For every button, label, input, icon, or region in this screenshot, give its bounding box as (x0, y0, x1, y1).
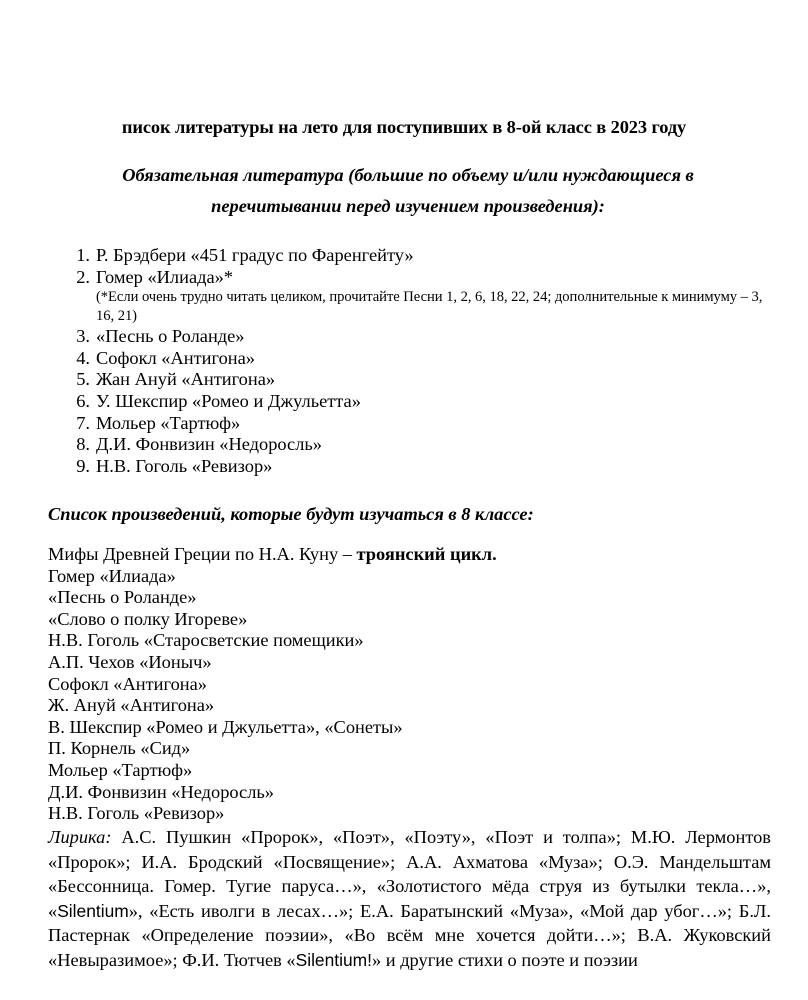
list-item-number: 4 . (72, 348, 90, 370)
myths-prefix: Мифы Древней Греции по Н.А. Куну – (48, 544, 357, 564)
list-item: «Слово о полку Игореве» (48, 608, 248, 629)
list-item-label: У. Шекспир «Ромео и Джульетта» (96, 390, 361, 411)
list-item: А.П. Чехов «Ионыч» (48, 651, 212, 672)
list-item-label: Р. Брэдбери «451 градус по Фаренгейту» (96, 245, 414, 265)
lyrics-part-1: А.С. Пушкин «Пророк», «Поэт», «Поэту», «Поэт и толпа»; М.Ю. Лермонтов «Пророк»; И.А. Бродский «Посвящение»; А.А. Ахматова «Муза»; О.Э. Мандельштам «Бессонница. Гомер. Тугие паруса…», «Золотистого мёда струя из бутылки текла…», « (48, 827, 771, 921)
list-item (60, 434, 780, 456)
list-item-label: Н.В. Гоголь «Ревизор» (96, 455, 273, 476)
list-item-number: 8 . (72, 434, 90, 456)
list-item (60, 369, 780, 391)
list-item (60, 326, 780, 348)
list-item: Мольер «Тартюф» (48, 759, 193, 780)
list-item-myths (48, 544, 778, 566)
page-title: писок литературы на лето для поступивших в 8-ой класс в 2023 году (121, 117, 687, 137)
silentium-title-mandelstam: Silentium (57, 900, 129, 921)
study-list (48, 544, 778, 825)
list-item-label: Д.И. Фонвизин «Недоросль» (96, 434, 322, 455)
list-item: «Песнь о Роланде» (48, 587, 197, 608)
myths-trojan-cycle: троянский цикл. (356, 544, 497, 564)
list-item: В. Шекспир «Ромео и Джульетта», «Сонеты» (48, 716, 403, 737)
list-item-number: 6 . (72, 391, 90, 413)
list-item: Гомер «Илиада» (48, 565, 176, 586)
required-literature-list (60, 245, 780, 477)
list-item-label: Гомер «Илиада»* (96, 266, 234, 287)
study-list-heading: Список произведений, которые будут изучаться в 8 классе: (48, 504, 534, 524)
list-item-label: Жан Ануй «Антигона» (96, 369, 276, 390)
list-item (60, 456, 780, 478)
required-literature-subheading: Обязательная литература (большие по объему и/или нуждающиеся в перечитывании перед изучением произведения): (122, 165, 694, 216)
list-item (60, 413, 780, 435)
list-item: Н.В. Гоголь «Ревизор» (48, 803, 225, 824)
list-item-number: 3 . (72, 326, 90, 348)
list-item-number: 2 . (72, 267, 90, 289)
lyrics-paragraph (48, 825, 771, 973)
list-item-number: 7 . (72, 413, 90, 435)
lyrics-part-3: » и другие стихи о поэте и поэзии (371, 949, 638, 970)
iliad-footnote: (*Если очень трудно читать целиком, прочитайте Песни 1, 2, 6, 18, 22, 24; дополнительные к минимуму – 3, 16, 21) (96, 289, 763, 325)
list-item: Ж. Ануй «Антигона» (48, 695, 215, 716)
lyrics-part-2: », «Есть иволги в лесах…»; Е.А. Баратынский «Муза», «Мой дар убог…»; Б.Л. Пастернак «Определение поэзии», «Во всём мне хочется дойти…»; В.А. Жуковский «Невыразимое»; Ф.И. Тютчев « (48, 900, 771, 970)
lyrics-label: Лирика: (48, 827, 112, 847)
list-item-label: Софокл «Антигона» (96, 347, 255, 368)
list-item (60, 348, 780, 370)
list-item (60, 245, 780, 267)
list-item-label: Мольер «Тартюф» (96, 412, 241, 433)
list-item-number: 9 . (72, 456, 90, 478)
list-item (60, 391, 780, 413)
list-item: Н.В. Гоголь «Старосветские помещики» (48, 630, 364, 651)
list-item-number: 5 . (72, 369, 90, 391)
list-item-label: «Песнь о Роланде» (96, 326, 245, 347)
list-item: Д.И. Фонвизин «Недоросль» (48, 781, 274, 802)
list-item (60, 267, 780, 289)
silentium-title-tyutchev: Silentium! (295, 949, 372, 970)
list-item-number: 1 . (72, 245, 90, 267)
list-item: П. Корнель «Сид» (48, 738, 191, 759)
list-item: Софокл «Антигона» (48, 673, 207, 694)
